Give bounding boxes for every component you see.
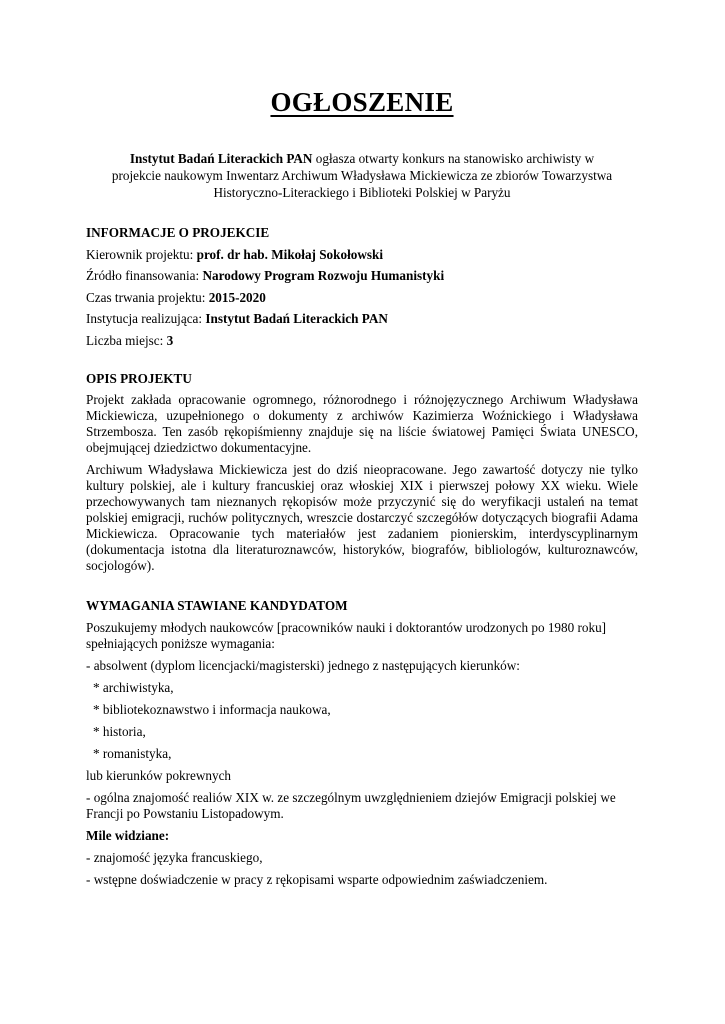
info-label: Instytucja realizująca:	[86, 311, 206, 326]
project-info-heading: INFORMACJE O PROJEKCIE	[86, 225, 270, 240]
info-row-funding	[86, 268, 638, 284]
info-label: Źródło finansowania:	[86, 268, 203, 283]
page-title: OGŁOSZENIE	[270, 87, 454, 117]
project-description-section	[86, 371, 638, 574]
info-value: prof. dr hab. Mikołaj Sokołowski	[196, 246, 383, 262]
info-label: Kierownik projektu:	[86, 246, 197, 262]
requirement-degree: - absolwent (dyplom licencjacki/magisterski) jednego z następujących kierunków:	[86, 657, 520, 673]
field-item: * archiwistyka,	[93, 679, 174, 695]
requirements-intro: Poszukujemy młodych naukowców [pracowników nauki i doktorantów urodzonych po 1980 roku] spełniających poniższe wymagania:	[86, 619, 607, 651]
description-paragraph: Archiwum Władysława Mickiewicza jest do dziś nieopracowane. Jego zawartość dotyczy nie tylko kultury polskiej, ale i kultury francuskiej oraz włoskiej XIX i pierwszej połowy XX wieku. Wiele przechowywanych tam nieznanych rękopisów może przyczynić się do weryfikacji ustaleń na temat polskiej emigracji, ruchów politycznych, wreszcie dostarczyć szczegółów dotyczących biografii Adama Mickiewicza. Opracowanie tych materiałów jest zadaniem pionierskim, interdyscyplinarnym (dokumentacja istotna dla literaturoznawców, historyków, biografów, bibliologów, kulturoznawców, socjologów).	[86, 461, 638, 573]
info-row-positions	[86, 333, 638, 349]
info-value: 2015-2020	[208, 289, 266, 305]
welcome-heading: Mile widziane:	[86, 827, 170, 843]
info-label: Liczba miejsc:	[86, 332, 167, 348]
project-info-section	[86, 225, 638, 349]
project-description-heading: OPIS PROJEKTU	[86, 370, 192, 386]
requirements-heading: WYMAGANIA STAWIANE KANDYDATOM	[86, 597, 348, 613]
field-item: * historia,	[93, 723, 146, 739]
requirement-related: lub kierunków pokrewnych	[86, 767, 232, 783]
field-item: * bibliotekoznawstwo i informacja naukowa,	[93, 701, 331, 717]
intro-paragraph	[108, 150, 616, 201]
document-content	[86, 86, 638, 888]
info-row-duration	[86, 290, 638, 306]
intro-organization: Instytut Badań Literackich PAN	[129, 151, 313, 166]
info-label: Czas trwania projektu:	[86, 289, 209, 305]
welcome-item: - wstępne doświadczenie w pracy z rękopisami wsparte odpowiednim zaświadczeniem.	[86, 871, 548, 887]
info-row-manager	[86, 247, 638, 263]
description-paragraph: Projekt zakłada opracowanie ogromnego, różnorodnego i różnojęzycznego Archiwum Władysława Mickiewicza, uzupełnionego o dokumenty z archiwów Kazimierza Woźnickiego i Władysława Strzembosza. Ten zasób rękopiśmienny znajduje się na liście światowej Pamięci Świata UNESCO, obejmującej dziedzictwo dokumentacyjne.	[86, 392, 638, 455]
welcome-item: - znajomość języka francuskiego,	[86, 849, 263, 865]
field-item: * romanistyka,	[93, 745, 172, 761]
info-value: Instytut Badań Literackich PAN	[205, 311, 388, 326]
intro-text: ogłasza otwarty konkurs na stanowisko archiwisty w projekcie naukowym Inwentarz Archiwum Władysława Mickiewicza ze zbiorów Towarzystwa Historyczno-Literackiego i Biblioteki Polskiej w Paryżu	[111, 151, 613, 200]
info-value: Narodowy Program Rozwoju Humanistyki	[202, 268, 445, 283]
requirements-section	[86, 598, 638, 888]
requirement-knowledge: - ogólna znajomość realiów XIX w. ze szczególnym uwzględnieniem dziejów Emigracji polskiej we Francji po Powstaniu Listopadowym.	[86, 789, 616, 821]
info-value: 3	[166, 332, 174, 348]
info-row-institution	[86, 311, 638, 327]
